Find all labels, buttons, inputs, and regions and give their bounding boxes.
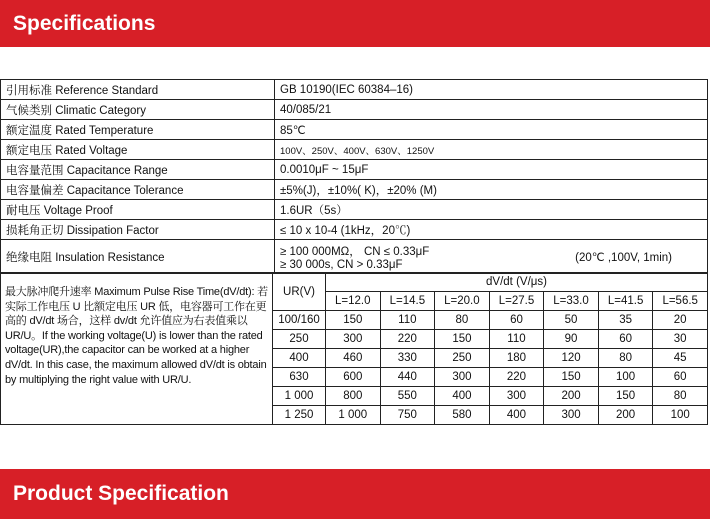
dvdt-value: 80: [598, 349, 653, 368]
ur-value: 400: [273, 349, 326, 368]
dvdt-value: 550: [380, 387, 435, 406]
dvdt-value: 60: [489, 311, 544, 330]
dvdt-value: 750: [380, 406, 435, 425]
spec-row: [1, 240, 708, 274]
dvdt-value: 300: [326, 330, 381, 349]
dvdt-value: 150: [544, 368, 599, 387]
dvdt-value: 150: [598, 387, 653, 406]
dvdt-value: 150: [326, 311, 381, 330]
dvdt-value: 60: [653, 368, 708, 387]
spec-label: 耐电压 Voltage Proof: [1, 200, 275, 220]
dvdt-value: 600: [326, 368, 381, 387]
dvdt-value: 110: [489, 330, 544, 349]
spec-value: 85℃: [275, 120, 708, 140]
product-specification-header: [0, 469, 710, 519]
dvdt-value: 90: [544, 330, 599, 349]
length-header: L=41.5: [598, 292, 653, 311]
dvdt-value: 200: [544, 387, 599, 406]
length-header: L=12.0: [326, 292, 381, 311]
spec-label: 电容量范围 Capacitance Range: [1, 160, 275, 180]
dvdt-value: 440: [380, 368, 435, 387]
spec-label: 气候类别 Climatic Category: [1, 100, 275, 120]
pulse-header-row: [1, 273, 708, 292]
spec-value: [275, 240, 708, 274]
spec-label: 额定温度 Rated Temperature: [1, 120, 275, 140]
spec-value: 0.0010μF ~ 15μF: [275, 160, 708, 180]
dvdt-value: 20: [653, 311, 708, 330]
dvdt-value: 100: [653, 406, 708, 425]
specifications-header: [0, 0, 710, 47]
ur-header: UR(V): [273, 273, 326, 311]
specifications-title: Specifications: [13, 12, 156, 35]
spec-row: [1, 180, 708, 200]
insulation-line-2: ≥ 30 000s, CN > 0.33μF: [280, 258, 403, 271]
length-header: L=20.0: [435, 292, 490, 311]
spec-row: [1, 200, 708, 220]
spec-row: [1, 100, 708, 120]
insulation-conditions: (20℃ ,100V, 1min): [575, 251, 672, 264]
dvdt-value: 220: [380, 330, 435, 349]
spec-label: 额定电压 Rated Voltage: [1, 140, 275, 160]
spec-value: 1.6UR（5s）: [275, 200, 708, 220]
dvdt-value: 60: [598, 330, 653, 349]
dvdt-value: 30: [653, 330, 708, 349]
ur-value: 630: [273, 368, 326, 387]
spec-table: [0, 79, 708, 274]
spec-label: 电容量偏差 Capacitance Tolerance: [1, 180, 275, 200]
dvdt-value: 180: [489, 349, 544, 368]
pulse-rise-table: [0, 272, 708, 425]
insulation-line-1: ≥ 100 000MΩ， CN ≤ 0.33μF: [280, 245, 430, 258]
dvdt-value: 80: [653, 387, 708, 406]
insulation-lines: [280, 243, 429, 271]
spec-row: [1, 140, 708, 160]
dvdt-value: 400: [435, 387, 490, 406]
pulse-description: 最大脉冲爬升速率 Maximum Pulse Rise Time(dV/dt): 若实际工作电压 U 比额定电压 UR 低，电容器可工作在更高的 dV/dt 场合，这样 dv/dt 允许值应为右表值乘以 UR/U。If the working voltage(U) is lower than the rated voltage(UR),the capacitor can be worked at a higher dV/dt. In this case, the maximum allowed dV/dt is obtain by multiplying the right value with UR/U.: [1, 273, 273, 425]
dvdt-value: 50: [544, 311, 599, 330]
spec-value: GB 10190(IEC 60384–16): [275, 80, 708, 100]
spec-label: 损耗角正切 Dissipation Factor: [1, 220, 275, 240]
dvdt-value: 150: [435, 330, 490, 349]
spec-row: [1, 220, 708, 240]
length-header: L=14.5: [380, 292, 435, 311]
dvdt-value: 110: [380, 311, 435, 330]
dvdt-value: 300: [489, 387, 544, 406]
dvdt-value: 220: [489, 368, 544, 387]
length-header: L=56.5: [653, 292, 708, 311]
length-header: L=27.5: [489, 292, 544, 311]
spec-row: [1, 80, 708, 100]
dvdt-value: 300: [544, 406, 599, 425]
spec-row: [1, 160, 708, 180]
dvdt-value: 100: [598, 368, 653, 387]
dvdt-value: 800: [326, 387, 381, 406]
spec-label: 引用标准 Reference Standard: [1, 80, 275, 100]
ur-value: 1 000: [273, 387, 326, 406]
dvdt-value: 45: [653, 349, 708, 368]
length-header: L=33.0: [544, 292, 599, 311]
dvdt-value: 200: [598, 406, 653, 425]
ur-value: 250: [273, 330, 326, 349]
spec-value: ≤ 10 x 10-4 (1kHz，20℃): [275, 220, 708, 240]
dvdt-value: 300: [435, 368, 490, 387]
ur-value: 100/160: [273, 311, 326, 330]
product-specification-title: Product Specification: [13, 482, 229, 505]
spec-label: 绝缘电阻 Insulation Resistance: [1, 240, 275, 274]
dvdt-value: 250: [435, 349, 490, 368]
dvdt-value: 1 000: [326, 406, 381, 425]
dvdt-value: 120: [544, 349, 599, 368]
dvdt-header: dV/dt (V/μs): [326, 273, 708, 292]
spec-row: [1, 120, 708, 140]
dvdt-value: 400: [489, 406, 544, 425]
dvdt-value: 80: [435, 311, 490, 330]
dvdt-value: 460: [326, 349, 381, 368]
spec-value: 100V、250V、400V、630V、1250V: [275, 140, 708, 160]
ur-value: 1 250: [273, 406, 326, 425]
dvdt-value: 580: [435, 406, 490, 425]
spec-value: 40/085/21: [275, 100, 708, 120]
dvdt-value: 330: [380, 349, 435, 368]
insulation-values: [280, 243, 702, 271]
spec-value: ±5%(J)，±10%( K)，±20% (M): [275, 180, 708, 200]
dvdt-value: 35: [598, 311, 653, 330]
